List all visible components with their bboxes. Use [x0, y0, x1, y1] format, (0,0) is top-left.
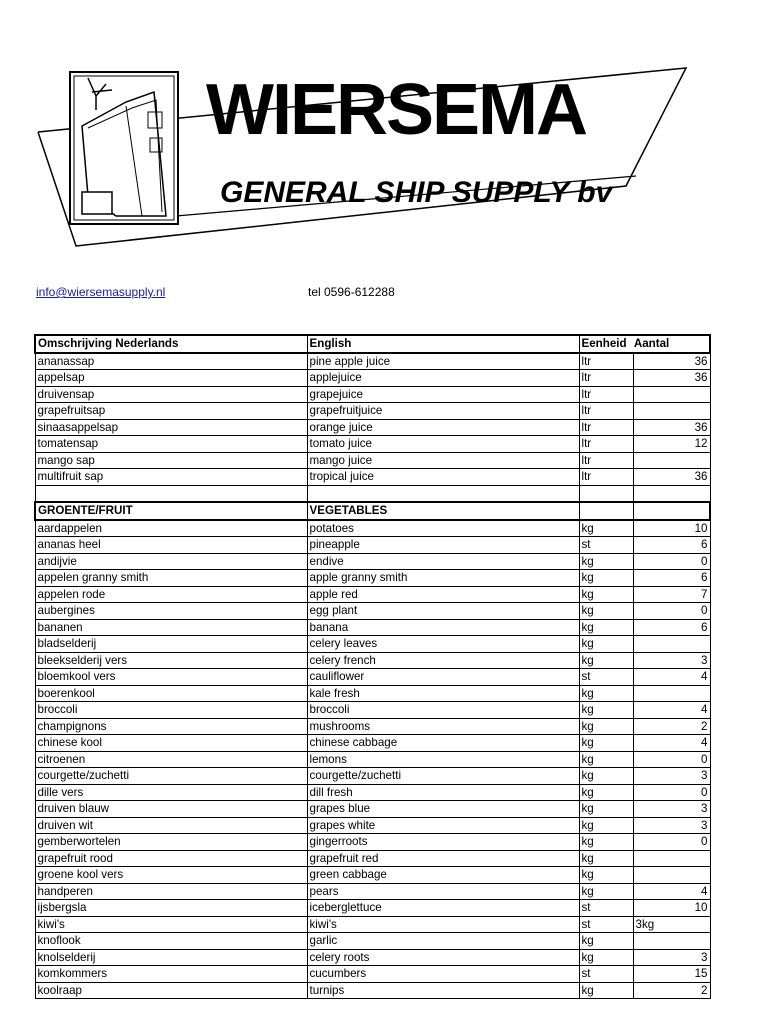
- cell-english: cucumbers: [307, 966, 579, 983]
- table-row: [35, 636, 710, 653]
- cell-unit: st: [579, 669, 633, 686]
- section-header-dutch: GROENTE/FRUIT: [35, 502, 307, 520]
- table-row: [35, 603, 710, 620]
- header-unit-qty: [579, 335, 710, 353]
- table-row: [35, 801, 710, 818]
- cell-dutch: bladselderij: [35, 636, 307, 653]
- cell-unit: st: [579, 966, 633, 983]
- cell-unit: ltr: [579, 386, 633, 403]
- cell-dutch: handperen: [35, 883, 307, 900]
- order-table-body: [35, 335, 710, 999]
- cell-dutch: groene kool vers: [35, 867, 307, 884]
- cell-english: grapes white: [307, 817, 579, 834]
- cell-dutch: andijvie: [35, 553, 307, 570]
- blank-row: [35, 485, 710, 502]
- cell-unit: kg: [579, 834, 633, 851]
- cell-dutch: sinaasappelsap: [35, 419, 307, 436]
- cell-english: applejuice: [307, 370, 579, 387]
- cell-dutch: druivensap: [35, 386, 307, 403]
- section-header-english: VEGETABLES: [307, 502, 579, 520]
- cell-english: dill fresh: [307, 784, 579, 801]
- empty-cell: [579, 485, 633, 502]
- cell-qty: 10: [633, 900, 710, 917]
- cell-dutch: champignons: [35, 718, 307, 735]
- table-header-row: [35, 335, 710, 353]
- cell-qty: [633, 867, 710, 884]
- table-row: [35, 452, 710, 469]
- brand-name: WIERSEMA: [206, 70, 586, 150]
- cell-english: broccoli: [307, 702, 579, 719]
- table-row: [35, 817, 710, 834]
- table-row: [35, 784, 710, 801]
- cell-dutch: chinese kool: [35, 735, 307, 752]
- cell-english: green cabbage: [307, 867, 579, 884]
- phone-number: tel 0596-612288: [308, 285, 395, 299]
- cell-english: garlic: [307, 933, 579, 950]
- cell-unit: kg: [579, 751, 633, 768]
- cell-dutch: appelen rode: [35, 586, 307, 603]
- section-header-qty: [633, 502, 710, 520]
- order-table: [34, 334, 711, 999]
- cell-english: endive: [307, 553, 579, 570]
- cell-unit: kg: [579, 603, 633, 620]
- cell-dutch: bananen: [35, 619, 307, 636]
- cell-dutch: ananassap: [35, 353, 307, 370]
- empty-cell: [35, 485, 307, 502]
- cell-english: mango juice: [307, 452, 579, 469]
- cell-english: apple red: [307, 586, 579, 603]
- cell-qty: 4: [633, 702, 710, 719]
- cell-qty: 4: [633, 735, 710, 752]
- cell-english: grapes blue: [307, 801, 579, 818]
- cell-dutch: koolraap: [35, 982, 307, 999]
- cell-dutch: kiwi's: [35, 916, 307, 933]
- cell-qty: 36: [633, 419, 710, 436]
- cell-english: kale fresh: [307, 685, 579, 702]
- table-row: [35, 419, 710, 436]
- cell-unit: kg: [579, 949, 633, 966]
- cell-unit: kg: [579, 520, 633, 537]
- table-row: [35, 867, 710, 884]
- header-unit: Eenheid: [581, 337, 627, 351]
- cell-unit: kg: [579, 702, 633, 719]
- cell-dutch: knolselderij: [35, 949, 307, 966]
- brand-subtitle: GENERAL SHIP SUPPLY bv: [220, 176, 613, 209]
- header-qty: Aantal: [633, 337, 670, 351]
- cell-qty: 3kg: [633, 916, 710, 933]
- cell-english: grapefruit red: [307, 850, 579, 867]
- table-row: [35, 982, 710, 999]
- table-row: [35, 353, 710, 370]
- cell-qty: [633, 452, 710, 469]
- cell-qty: 4: [633, 883, 710, 900]
- cell-qty: 3: [633, 801, 710, 818]
- cell-dutch: ijsbergsla: [35, 900, 307, 917]
- cell-english: chinese cabbage: [307, 735, 579, 752]
- cell-unit: kg: [579, 718, 633, 735]
- table-row: [35, 370, 710, 387]
- cell-english: mushrooms: [307, 718, 579, 735]
- cell-qty: 36: [633, 469, 710, 486]
- cell-unit: kg: [579, 652, 633, 669]
- cell-qty: 15: [633, 966, 710, 983]
- table-row: [35, 933, 710, 950]
- cell-qty: 6: [633, 619, 710, 636]
- cell-qty: 3: [633, 949, 710, 966]
- cell-english: lemons: [307, 751, 579, 768]
- cell-qty: [633, 850, 710, 867]
- cell-english: potatoes: [307, 520, 579, 537]
- cell-english: pears: [307, 883, 579, 900]
- cell-dutch: ananas heel: [35, 537, 307, 554]
- cell-unit: kg: [579, 735, 633, 752]
- cell-english: celery roots: [307, 949, 579, 966]
- table-row: [35, 883, 710, 900]
- cell-dutch: dille vers: [35, 784, 307, 801]
- cell-dutch: tomatensap: [35, 436, 307, 453]
- cell-unit: kg: [579, 636, 633, 653]
- cell-dutch: boerenkool: [35, 685, 307, 702]
- cell-dutch: broccoli: [35, 702, 307, 719]
- cell-english: kiwi's: [307, 916, 579, 933]
- cell-english: tropical juice: [307, 469, 579, 486]
- cell-english: pineapple: [307, 537, 579, 554]
- cell-unit: ltr: [579, 436, 633, 453]
- table-row: [35, 850, 710, 867]
- empty-cell: [633, 485, 710, 502]
- cell-english: egg plant: [307, 603, 579, 620]
- cell-unit: st: [579, 916, 633, 933]
- cell-qty: 0: [633, 603, 710, 620]
- cell-qty: 4: [633, 669, 710, 686]
- cell-unit: kg: [579, 784, 633, 801]
- cell-qty: 2: [633, 718, 710, 735]
- cell-unit: ltr: [579, 353, 633, 370]
- cell-unit: ltr: [579, 419, 633, 436]
- cell-qty: 12: [633, 436, 710, 453]
- table-row: [35, 669, 710, 686]
- cell-qty: 0: [633, 834, 710, 851]
- table-row: [35, 652, 710, 669]
- cell-dutch: multifruit sap: [35, 469, 307, 486]
- table-row: [35, 916, 710, 933]
- cell-qty: 6: [633, 570, 710, 587]
- table-row: [35, 553, 710, 570]
- cell-english: celery french: [307, 652, 579, 669]
- section-header-unit: [579, 502, 633, 520]
- cell-unit: kg: [579, 553, 633, 570]
- cell-dutch: gemberwortelen: [35, 834, 307, 851]
- table-row: [35, 768, 710, 785]
- table-row: [35, 469, 710, 486]
- table-row: [35, 586, 710, 603]
- table-row: [35, 949, 710, 966]
- cell-qty: [633, 403, 710, 420]
- cell-dutch: komkommers: [35, 966, 307, 983]
- cell-dutch: aubergines: [35, 603, 307, 620]
- cell-dutch: druiven wit: [35, 817, 307, 834]
- cell-unit: st: [579, 537, 633, 554]
- cell-english: tomato juice: [307, 436, 579, 453]
- company-logo: [36, 66, 706, 256]
- table-row: [35, 570, 710, 587]
- cell-qty: 36: [633, 353, 710, 370]
- cell-qty: 36: [633, 370, 710, 387]
- cell-qty: 2: [633, 982, 710, 999]
- cell-dutch: appelen granny smith: [35, 570, 307, 587]
- table-row: [35, 520, 710, 537]
- table-row: [35, 834, 710, 851]
- cell-english: cauliflower: [307, 669, 579, 686]
- cell-qty: 3: [633, 652, 710, 669]
- cell-unit: kg: [579, 619, 633, 636]
- header-dutch: Omschrijving Nederlands: [35, 335, 307, 353]
- table-row: [35, 718, 710, 735]
- cell-qty: 0: [633, 784, 710, 801]
- cell-unit: kg: [579, 850, 633, 867]
- cell-qty: [633, 386, 710, 403]
- cell-unit: kg: [579, 570, 633, 587]
- cell-dutch: aardappelen: [35, 520, 307, 537]
- cell-english: pine apple juice: [307, 353, 579, 370]
- cell-unit: ltr: [579, 452, 633, 469]
- cell-english: gingerroots: [307, 834, 579, 851]
- cell-unit: kg: [579, 883, 633, 900]
- cell-qty: 6: [633, 537, 710, 554]
- cell-dutch: grapefruit rood: [35, 850, 307, 867]
- table-row: [35, 537, 710, 554]
- table-row: [35, 386, 710, 403]
- cell-dutch: druiven blauw: [35, 801, 307, 818]
- table-row: [35, 966, 710, 983]
- cell-dutch: mango sap: [35, 452, 307, 469]
- cell-unit: kg: [579, 685, 633, 702]
- cell-english: grapejuice: [307, 386, 579, 403]
- cell-english: orange juice: [307, 419, 579, 436]
- cell-unit: kg: [579, 982, 633, 999]
- cell-dutch: citroenen: [35, 751, 307, 768]
- cell-qty: 3: [633, 768, 710, 785]
- cell-dutch: grapefruitsap: [35, 403, 307, 420]
- cell-english: iceberglettuce: [307, 900, 579, 917]
- cell-dutch: bloemkool vers: [35, 669, 307, 686]
- table-row: [35, 436, 710, 453]
- cell-unit: kg: [579, 933, 633, 950]
- cell-english: turnips: [307, 982, 579, 999]
- table-row: [35, 403, 710, 420]
- cell-unit: kg: [579, 768, 633, 785]
- email-link[interactable]: info@wiersemasupply.nl: [36, 285, 166, 299]
- table-row: [35, 619, 710, 636]
- cell-unit: ltr: [579, 403, 633, 420]
- table-row: [35, 735, 710, 752]
- cell-qty: 0: [633, 553, 710, 570]
- cell-qty: 3: [633, 817, 710, 834]
- cell-dutch: bleekselderij vers: [35, 652, 307, 669]
- cell-english: courgette/zuchetti: [307, 768, 579, 785]
- cell-english: celery leaves: [307, 636, 579, 653]
- cell-english: apple granny smith: [307, 570, 579, 587]
- cell-unit: ltr: [579, 469, 633, 486]
- cell-qty: 7: [633, 586, 710, 603]
- empty-cell: [307, 485, 579, 502]
- cell-dutch: knoflook: [35, 933, 307, 950]
- header-english: English: [307, 335, 579, 353]
- table-row: [35, 685, 710, 702]
- cell-dutch: courgette/zuchetti: [35, 768, 307, 785]
- cell-unit: kg: [579, 801, 633, 818]
- cell-qty: 0: [633, 751, 710, 768]
- cell-qty: [633, 933, 710, 950]
- cell-unit: kg: [579, 817, 633, 834]
- cell-qty: 10: [633, 520, 710, 537]
- cell-qty: [633, 636, 710, 653]
- table-row: [35, 751, 710, 768]
- cell-unit: st: [579, 900, 633, 917]
- cell-unit: kg: [579, 586, 633, 603]
- cell-dutch: appelsap: [35, 370, 307, 387]
- table-row: [35, 702, 710, 719]
- section-header-row: [35, 502, 710, 520]
- cell-qty: [633, 685, 710, 702]
- cell-english: banana: [307, 619, 579, 636]
- table-row: [35, 900, 710, 917]
- cell-english: grapefruitjuice: [307, 403, 579, 420]
- cell-unit: ltr: [579, 370, 633, 387]
- cell-unit: kg: [579, 867, 633, 884]
